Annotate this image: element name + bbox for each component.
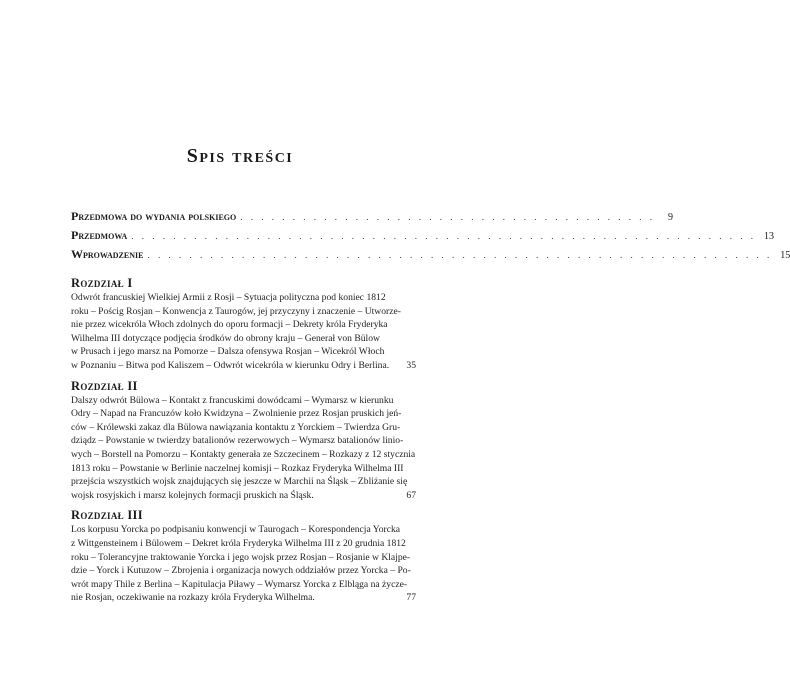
summary-line: 1813 roku – Powstanie w Berlinie naczelnej komisji – Rozkaz Fryderyka Wilhelma III [71,462,404,474]
summary-line: w Poznaniu – Bitwa pod Kaliszem – Odwrót wicekróla w kierunku Odry i Berlina. [71,359,390,371]
summary-line: w Prusach i jego marsz na Pomorze – Dalsza ofensywa Rosjan – Wicekról Włoch [71,346,385,358]
toc-entry-preface[interactable] [71,228,774,247]
toc-entry-page: 9 [667,212,673,223]
summary-line: wrót mapy Thile z Berlina – Kapitulacja Piławy – Wymarsz Yorcka z Elbląga na życze- [71,578,408,590]
toc-entry-preface-polish[interactable] [71,209,673,228]
toc-entry-page: 15 [780,250,790,261]
leader-dots: . . . . . . . . . . . . . . . . . . . . . . . . . . . . . . . . . . . . . . . . . . . . . . . . . . . . . . . . . . . . [147,250,773,260]
toc-chapter-1[interactable] [71,276,416,373]
chapter-heading: Rozdział I [71,276,133,290]
toc-chapters [71,276,416,611]
summary-line: Los korpusu Yorcka po podpisaniu konwencji w Taurogach – Korespondencja Yorcka [71,524,401,536]
toc-entry-introduction[interactable] [71,247,790,266]
toc-front-matter [71,209,790,266]
toc-entry-label: Przedmowa do wydania polskiego [71,209,237,223]
summary-line: ców – Królewski zakaz dla Bülowa nawiązania kontaktu z Yorckiem – Twierdza Gru- [71,421,401,433]
chapter-summary [71,291,416,373]
toc-entry-label: Przedmowa [71,228,128,242]
chapter-page: 77 [406,592,416,604]
toc-chapter-2[interactable] [71,379,416,503]
summary-line: wojsk rosyjskich i marsz kolejnych formacji pruskich na Śląsk. [71,489,314,501]
summary-line: Odwrót francuskiej Wielkiej Armii z Rosji – Sytuacja polityczna pod koniec 1812 [71,292,386,303]
summary-line: Wilhelma III dotyczące podjęcia środków do obrony kraju – Generał von Bülow [71,332,380,344]
summary-line: roku – Tolerancyjne traktowanie Yorcka i jego wojsk przez Rosjan – Rosjanie w Klajpe- [71,551,411,563]
summary-line: roku – Pościg Rosjan – Konwencja z Taurogów, jej przyczyny i znaczenie – Utworze- [71,305,401,317]
chapter-summary [71,523,416,605]
chapter-page: 67 [406,489,416,501]
summary-line: Dalszy odwrót Bülowa – Kontakt z francuskimi dowódcami – Wymarsz w kierunku [71,394,394,406]
summary-line: przejścia wszystkich wojsk znajdujących się jeszcze w Marchii na Śląsk – Zbliżanie się [71,476,408,488]
chapter-summary [71,394,416,503]
summary-line: wych – Borstell na Pomorzu – Kontakty generała ze Szczecinem – Rozkazy z 12 stycznia [71,448,416,460]
toc-entry-page: 13 [763,231,774,242]
summary-line: Odry – Napad na Francuzów koło Kwidzyna – Zwolnienie przez Rosjan pruskich jeń- [71,408,402,420]
page-title: Spis treści [186,145,294,167]
toc-entry-label: Wprowadzenie [71,247,144,261]
summary-line: dziądz – Powstanie w twierdzy batalionów rezerwowych – Wymarsz batalionów linio- [71,435,404,447]
chapter-heading: Rozdział III [71,508,143,523]
leader-dots: . . . . . . . . . . . . . . . . . . . . . . . . . . . . . . . . . . . . . . . . . . . . . . . . . . . . . . . . . . . . [131,231,756,241]
summary-line: dzie – Yorck i Kutuzow – Zbrojenia i organizacja nowych oddziałów przez Yorcka – Po- [71,565,411,577]
leader-dots: . . . . . . . . . . . . . . . . . . . . . . . . . . . . . . . . . . . . . . . . [240,212,655,222]
chapter-page: 35 [406,359,416,371]
summary-line: nie Rosjan, oczekiwanie na rozkazy króla Fryderyka Wilhelma. [71,592,315,604]
summary-line: nie przez wicekróla Włoch zdolnych do oporu formacji – Dekrety króla Fryderyka [71,319,388,331]
toc-chapter-3[interactable] [71,508,416,605]
summary-line: z Wittgensteinem i Bülowem – Dekret króla Fryderyka Wilhelma III z 20 grudnia 1812 [71,537,406,549]
chapter-heading: Rozdział II [71,378,138,393]
